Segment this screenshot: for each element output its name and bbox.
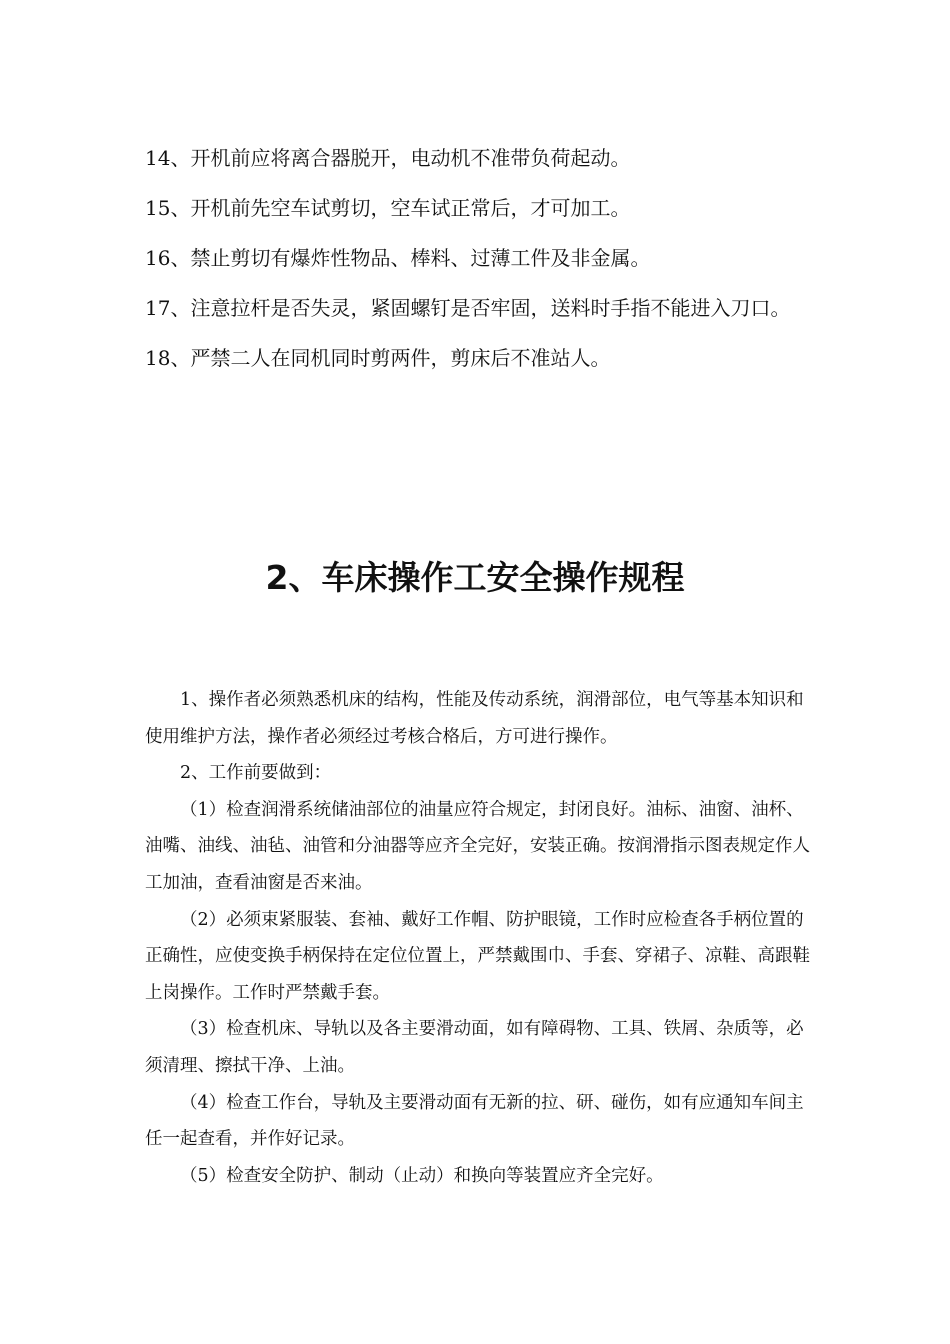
- paragraph-2-5: （5）检查安全防护、制动（止动）和换向等装置应齐全完好。: [180, 1165, 664, 1186]
- rule-item-17: 17、注意拉杆是否失灵，紧固螺钉是否牢固，送料时手指不能进入刀口。: [145, 296, 791, 320]
- shearing-rules-list: [145, 133, 810, 383]
- paragraph-2-2: （2）必须束紧服装、套袖、戴好工作帽、防护眼镜，工作时应检查各手柄位置的正确性，应使变换手柄保持在定位位置上，严禁戴围巾、手套、穿裙子、凉鞋、高跟鞋上岗操作。工作时严禁戴手套。: [145, 909, 810, 1003]
- paragraph-2-4: （4）检查工作台，导轨及主要滑动面有无新的拉、研、碰伤，如有应通知车间主任一起查看，并作好记录。: [145, 1092, 804, 1150]
- paragraph-2-3: （3）检查机床、导轨以及各主要滑动面，如有障碍物、工具、铁屑、杂质等，必须清理、擦拭干净、上油。: [145, 1019, 804, 1076]
- rule-item-18: 18、严禁二人在同机同时剪两件，剪床后不准站人。: [145, 346, 611, 370]
- paragraph-2: 2、工作前要做到：: [180, 763, 332, 784]
- paragraph-2-1: （1）检查润滑系统储油部位的油量应符合规定，封闭良好。油标、油窗、油杯、油嘴、油线、油毡、油管和分油器等应齐全完好，安装正确。按润滑指示图表规定作人工加油，查看油窗是否来油。: [145, 799, 810, 893]
- rule-item-14: 14、开机前应将离合器脱开，电动机不准带负荷起动。: [145, 146, 631, 170]
- lathe-rules-body: [145, 682, 810, 1194]
- paragraph-1: 1、操作者必须熟悉机床的结构，性能及传动系统，润滑部位，电气等基本知识和使用维护方法，操作者必须经过考核合格后，方可进行操作。: [145, 690, 804, 747]
- rule-item-15: 15、开机前先空车试剪切，空车试正常后，才可加工。: [145, 196, 631, 220]
- rule-item-16: 16、禁止剪切有爆炸性物品、棒料、过薄工件及非金属。: [145, 246, 651, 270]
- section-title: 2、车床操作工安全操作规程: [265, 558, 685, 597]
